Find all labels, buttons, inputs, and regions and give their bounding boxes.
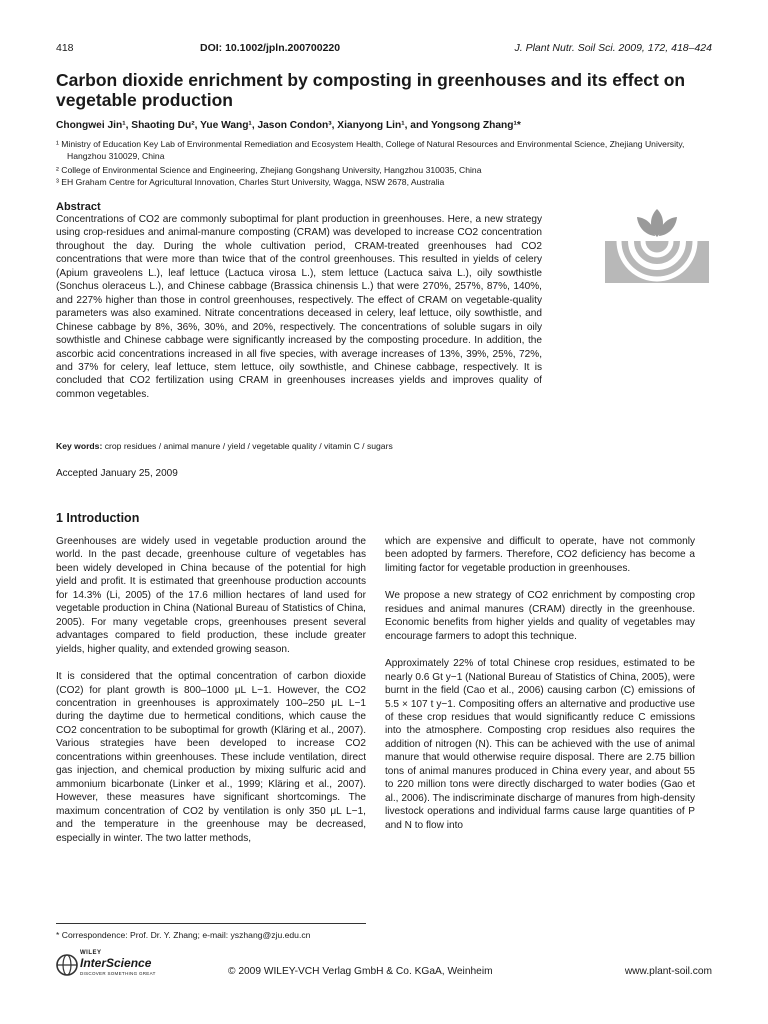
right-paragraph: We propose a new strategy of CO2 enrichment by composting crop residues and animal manures (CRAM) directly in the greenhouse. Economic benefits from higher yields and quality of vegetables may encourage farmers to adopt this technique. [385,590,695,642]
footnote-divider [56,923,366,924]
left-column [56,535,366,859]
correspondence-note: * Correspondence: Prof. Dr. Y. Zhang; e-mail: yszhang@zju.edu.cn [56,930,311,940]
website-link[interactable]: www.plant-soil.com [624,966,712,977]
affiliation-3: ³ EH Graham Centre for Agricultural Innovation, Charles Sturt University, Wagga, NSW 2678, Australia [56,177,445,187]
journal-emblem-icon [605,205,709,283]
logo-tagline: DISCOVER SOMETHING GREAT [80,971,156,976]
right-paragraph: which are expensive and difficult to operate, have not commonly been adopted by farmers. Therefore, CO2 deficiency has become a limiting factor for vegetable production in greenhouses. [385,536,695,574]
abstract-text: Concentrations of CO2 are commonly suboptimal for plant production in greenhouses. Here, a new strategy using crop-residues and animal-manure composting (CRAM) was developed to increase CO2 concentration throughout the day. During the whole cultivation period, CRAM-treated greenhouses had CO2 concentrations that were more than twice that of the control greenhouses. This resulted in yields of celery (Apium graveolens L.), leaf lettuce (Lactuca virosa L.), stem lettuce (Lactuca saiva L.), oily sowthistle (Sonchus oleraceus L.), and Chinese cabbage (Brassica chinensis L.) that were 270%, 257%, 87%, 140%, and 227% higher than those in control greenhouses, respectively. The effect of CRAM on vegetable-quality parameters was also examined. Nitrate concentrations deceased in celery, leaf lettuce, oily sowthistle, and Chinese cabbage by 8%, 36%, 30%, and 20%, respectively. The concentrations of soluble sugars in oily sowthistle and Chinese cabbage were significantly increased by the composting procedure. In addition, the ascorbic acid concentrations increased in all five species, with average increases of 13%, 39%, 25%, 72%, and 37% for celery, leaf lettuce, stem lettuce, oily sowthistle, and Chinese cabbage, respectively. It is concluded that CO2 fertilization using CRAM in greenhouses increases yields and improves quality of common vegetables. [56,214,542,400]
doi[interactable]: DOI: 10.1002/jpln.200700220 [200,42,341,54]
page-number: 418 [56,42,74,54]
left-paragraph: Greenhouses are widely used in vegetable production around the world. In the past decade, greenhouse culture of vegetables has been widely developed in China because of the potential for high yield and profit. It is estimated that greenhouse production accounts for 14.3% (Li, 2005) of the 17.6 million hectares of land used for vegetable production in China (National Bureau of Statistics of China, 2005). For many vegetable crops, greenhouses present several advantages compared to field production, these include greater yields, higher quality, and extended growing season. [56,536,366,655]
logo-main-text: InterScience [80,956,152,970]
keywords-list: crop residues / animal manure / yield / vegetable quality / vitamin C / sugars [104,441,393,451]
copyright: © 2009 WILEY-VCH Verlag GmbH & Co. KGaA, Weinheim [228,966,493,977]
wiley-interscience-logo [56,950,166,980]
accepted-date: Accepted January 25, 2009 [56,468,178,479]
globe-icon [56,954,78,976]
affiliation-1: ¹ Ministry of Education Key Lab of Environmental Remediation and Ecosystem Health, College of Natural Resources and Environmental Science, Zhejiang University, Hangzhou 310029, China [56,139,685,161]
keywords [56,441,716,451]
right-paragraph: Approximately 22% of total Chinese crop residues, estimated to be nearly 0.6 Gt y−1 (National Bureau of Statistics of China, 2005), were burnt in the field (Cao et al., 2006) causing carbon (C) emissions of 5.5 × 107 t y−1. Compositing offers an alternative and productive use of these crop residues that would significantly reduce C emissions into the atmosphere. Composting crop residues also requires the addition of nitrogen (N). This can be achieved with the use of animal manure that would otherwise require disposal. There are 2.75 billion tons of animal manures produced in China every year, and about 55 to 220 million tons were directly discharged to water bodies (Gao et al., 2006). The indiscriminate discharge of manures from high-density livestock operations and individual farms cause large quantities of P and N to flow into [385,658,695,831]
paper-title: Carbon dioxide enrichment by composting in greenhouses and its effect on vegetable production [56,70,686,110]
left-paragraph: It is considered that the optimal concentration of carbon dioxide (CO2) for plant growth is 800–1000 μL L−1. However, the CO2 concentration in greenhouses is approximately 100–250 μL L−1 during the daytime due to hermetical conditions, which cause the CO2 concentration to be suboptimal for growth (Kläring et al., 2007). Various strategies have been developed to increase CO2 concentrations within greenhouses. These include ventilation, direct gas injection, and chemical production by mixing sulfuric acid and ammonium bicarbonate (Linker et al., 1999; Kläring et al., 2007). However, these measures have significant shortcomings. The maximum concentration of CO2 by ventilation is only 350 μL L−1, and the temperature in the greenhouse may be decreased, especially in winter. The two latter methods, [56,671,366,844]
section-heading: 1 Introduction [56,511,140,525]
logo-small-text: WILEY [80,950,102,956]
keywords-label: Key words: [56,441,103,451]
abstract-heading: Abstract [56,201,101,213]
journal-citation: J. Plant Nutr. Soil Sci. 2009, 172, 418–424 [514,42,712,54]
affiliation-2: ² College of Environmental Science and Engineering, Zhejiang Gongshang University, Hangzhou 310035, China [56,165,482,175]
right-column [385,535,695,846]
author-list: Chongwei Jin¹, Shaoting Du², Yue Wang¹, Jason Condon³, Xianyong Lin¹, and Yongsong Zhang¹* [56,120,521,131]
